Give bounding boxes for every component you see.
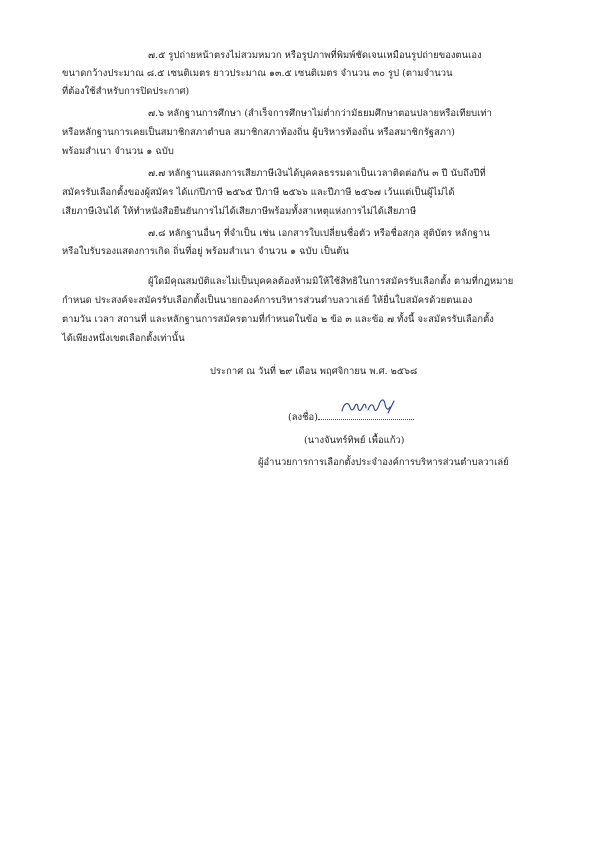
- closing-line-2: กำหนด ประสงค์จะสมัครรับเลือกตั้งเป็นนายกองค์การบริหารส่วนตำบลวาเล่ย์ ให้ยื่นใบสมัครด้วยตนเอง: [62, 295, 473, 306]
- item-7-6-line-3: พร้อมสำเนา จำนวน ๑ ฉบับ: [62, 146, 174, 157]
- item-7-6-line-1: ๗.๖ หลักฐานการศึกษา (สำเร็จการศึกษาไม่ต่ำกว่ามัธยมศึกษาตอนปลายหรือเทียบเท่า: [148, 108, 492, 119]
- signature-prefix: (ลงชื่อ): [288, 412, 318, 423]
- handwritten-signature: [338, 395, 398, 417]
- item-7-7-line-3: เสียภาษีเงินได้ ให้ทำหนังสือยืนยันการไม่ได้เสียภาษีพร้อมทั้งสาเหตุแห่งการไม่ได้เสียภาษี: [62, 206, 417, 217]
- item-7-8-line-1: ๗.๘ หลักฐานอื่นๆ ที่จำเป็น เช่น เอกสารใบเปลี่ยนชื่อตัว หรือชื่อสกุล สูติบัตร หลักฐาน: [148, 228, 490, 239]
- signatory-title: ผู้อำนวยการการเลือกตั้งประจำองค์การบริหารส่วนตำบลวาเล่ย์: [258, 457, 509, 468]
- announcement-date: ประกาศ ณ วันที่ ๒๙ เดือน พฤศจิกายน พ.ศ. ๒๕๖๘: [210, 366, 418, 377]
- item-7-6-line-2: หรือหลักฐานการเคยเป็นสมาชิกสภาตำบล สมาชิกสภาท้องถิ่น ผู้บริหารท้องถิ่น หรือสมาชิกรัฐสภา): [62, 127, 456, 138]
- item-7-8-line-2: หรือใบรับรองแสดงการเกิด ถิ่นที่อยู่ พร้อมสำเนา จำนวน ๑ ฉบับ เป็นต้น: [62, 246, 349, 257]
- item-7-5-line-1: ๗.๕ รูปถ่ายหน้าตรงไม่สวมหมวก หรือรูปภาพที่พิมพ์ชัดเจนเหมือนรูปถ่ายของตนเอง: [148, 50, 482, 61]
- item-7-5-line-3: ที่ต้องใช้สำหรับการปิดประกาศ): [62, 86, 190, 97]
- closing-line-3: ตามวัน เวลา สถานที่ และหลักฐานการสมัครตามที่กำหนดในข้อ ๒ ข้อ ๓ และข้อ ๗ ทั้งนี้ จะสมัครรับเลือกตั้ง: [62, 314, 494, 325]
- item-7-7-line-2: สมัครรับเลือกตั้งของผู้สมัคร ได้แก่ปีภาษี ๒๕๖๕ ปีภาษี ๒๕๖๖ และปีภาษี ๒๕๖๗ เว้นแต่เป็นผู้ไม่ได้: [62, 187, 455, 198]
- signatory-name: (นางจันทร์ทิพย์ เพื้อแก้ว): [304, 435, 405, 446]
- item-7-7-line-1: ๗.๗ หลักฐานแสดงการเสียภาษีเงินได้บุคคลธรรมดาเป็นเวลาติดต่อกัน ๓ ปี นับถึงปีที่: [148, 168, 486, 179]
- item-7-5-line-2: ขนาดกว้างประมาณ ๘.๕ เซนติเมตร ยาวประมาณ ๑๓.๕ เซนติเมตร จำนวน ๓๐ รูป (ตามจำนวน: [62, 68, 453, 79]
- closing-line-1: ผู้ใดมีคุณสมบัติและไม่เป็นบุคคลต้องห้ามมิให้ใช้สิทธิในการสมัครรับเลือกตั้ง ตามที่กฎหมาย: [148, 276, 514, 287]
- closing-line-4: ได้เพียงหนึ่งเขตเลือกตั้งเท่านั้น: [62, 333, 185, 344]
